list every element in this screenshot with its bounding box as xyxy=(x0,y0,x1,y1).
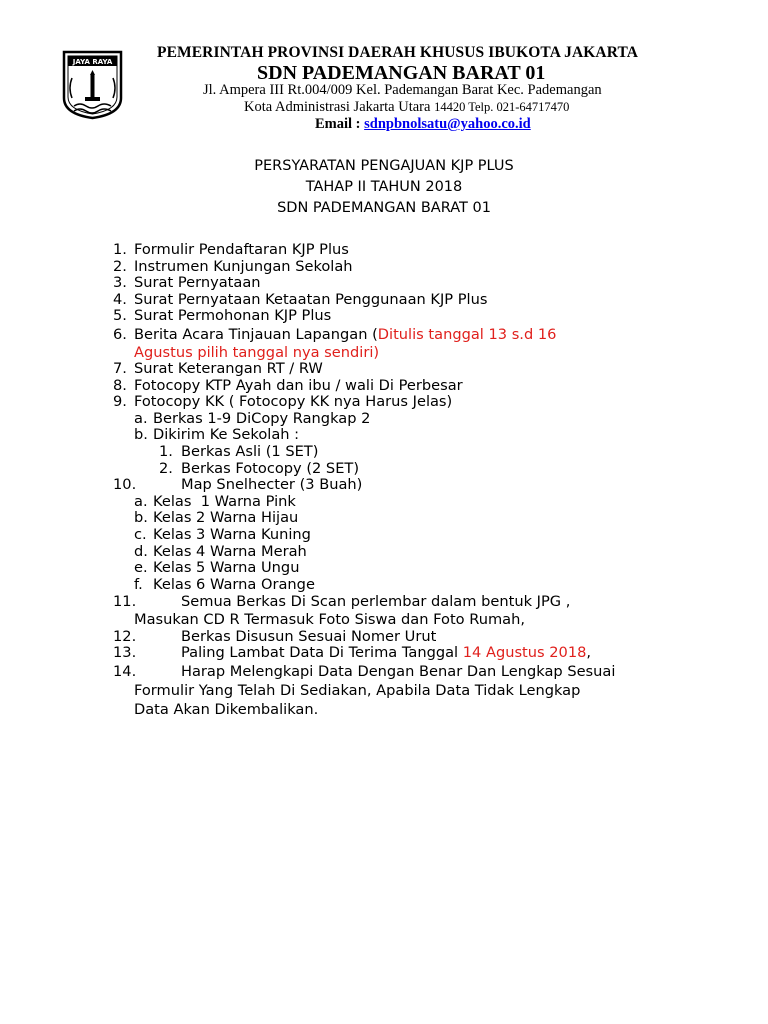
subitem-text: Dikirim Ke Sekolah : xyxy=(153,426,300,444)
list-item-continuation xyxy=(113,344,733,361)
list-item xyxy=(113,259,733,276)
list-item xyxy=(113,629,733,646)
subsubitem-number: 2. xyxy=(159,459,173,477)
list-item xyxy=(113,361,733,378)
item-number: 7. xyxy=(113,359,127,377)
subitem-text: Kelas 6 Warna Orange xyxy=(153,575,315,593)
list-item xyxy=(113,645,733,662)
item-text xyxy=(181,645,591,662)
list-subitem xyxy=(113,577,733,594)
item-number: 9. xyxy=(113,393,127,411)
list-item xyxy=(113,394,733,411)
item-number: 8. xyxy=(113,376,127,394)
svg-text:JAYA RAYA: JAYA RAYA xyxy=(72,58,113,66)
item-text-main: Paling Lambat Data Di Terima Tanggal xyxy=(181,644,463,662)
subitem-letter: f. xyxy=(134,575,143,593)
item-number: 3. xyxy=(113,274,127,292)
list-item-continuation xyxy=(113,681,733,700)
item-text-tail: , xyxy=(586,644,592,662)
list-item xyxy=(113,662,733,681)
item-text: Instrumen Kunjungan Sekolah xyxy=(134,257,353,275)
item-number: 11. xyxy=(113,593,137,611)
subitem-text: Berkas 1-9 DiCopy Rangkap 2 xyxy=(153,409,371,427)
item-text: Berkas Disusun Sesuai Nomer Urut xyxy=(181,627,437,645)
title-line-3: SDN PADEMANGAN BARAT 01 xyxy=(277,200,491,216)
list-item xyxy=(113,378,733,395)
list-item-continuation xyxy=(113,611,733,629)
list-item xyxy=(113,292,733,309)
jakarta-crest-logo xyxy=(60,48,125,120)
list-subitem xyxy=(113,527,733,544)
email-link[interactable]: sdnpbnolsatu@yahoo.co.id xyxy=(364,116,531,132)
item-highlight: Ditulis tanggal 13 s.d 16 xyxy=(377,325,557,343)
item-number: 6. xyxy=(113,325,127,343)
item-text: Map Snelhecter (3 Buah) xyxy=(181,476,363,494)
school-city: Kota Administrasi Jakarta Utara xyxy=(244,99,431,115)
item-highlight: 14 Agustus 2018 xyxy=(462,644,587,662)
item-number: 2. xyxy=(113,257,127,275)
subitem-text: Kelas 2 Warna Hijau xyxy=(153,509,299,527)
list-subitem xyxy=(113,427,733,444)
item-number: 4. xyxy=(113,290,127,308)
item-text: Fotocopy KTP Ayah dan ibu / wali Di Perbesar xyxy=(134,376,463,394)
subitem-letter: a. xyxy=(134,492,148,510)
subsubitem-text: Berkas Fotocopy (2 SET) xyxy=(181,459,360,477)
email-label: Email : xyxy=(315,116,361,132)
list-item xyxy=(113,275,733,292)
item-text-continued: Data Akan Dikembalikan. xyxy=(134,700,319,718)
school-city-line xyxy=(244,99,569,116)
subsubitem-number: 1. xyxy=(159,442,173,460)
subitem-letter: b. xyxy=(134,509,148,527)
item-text: Surat Permohonan KJP Plus xyxy=(134,307,332,325)
item-text: Surat Pernyataan Ketaatan Penggunaan KJP Plus xyxy=(134,290,488,308)
list-item-continuation xyxy=(113,700,733,719)
subitem-letter: c. xyxy=(134,525,147,543)
item-number: 5. xyxy=(113,307,127,325)
subitem-text: Kelas 3 Warna Kuning xyxy=(153,525,311,543)
item-text: Semua Berkas Di Scan perlembar dalam bentuk JPG , xyxy=(181,593,571,611)
item-text xyxy=(134,325,556,344)
government-heading: PEMERINTAH PROVINSI DAERAH KHUSUS IBUKOTA JAKARTA xyxy=(157,44,639,61)
subitem-text: Kelas 4 Warna Merah xyxy=(153,542,307,560)
item-text: Fotocopy KK ( Fotocopy KK nya Harus Jelas) xyxy=(134,393,453,411)
item-number: 10. xyxy=(113,476,137,494)
subitem-text: Kelas 1 Warna Pink xyxy=(153,492,296,510)
item-text: Harap Melengkapi Data Dengan Benar Dan Lengkap Sesuai xyxy=(181,662,616,680)
item-text: Surat Keterangan RT / RW xyxy=(134,359,323,377)
list-subitem xyxy=(113,544,733,561)
item-text-continued: Formulir Yang Telah Di Sediakan, Apabila Data Tidak Lengkap xyxy=(134,681,581,699)
list-item xyxy=(113,325,733,344)
list-item xyxy=(113,593,733,611)
list-subitem xyxy=(113,494,733,511)
requirements-list xyxy=(113,242,733,719)
list-subitem xyxy=(113,411,733,428)
title-line-2: TAHAP II TAHUN 2018 xyxy=(305,179,463,195)
title-line-1: PERSYARATAN PENGAJUAN KJP PLUS xyxy=(254,158,514,174)
list-subitem xyxy=(113,510,733,527)
item-number: 1. xyxy=(113,241,127,258)
item-number: 12. xyxy=(113,627,137,645)
list-item xyxy=(113,242,733,259)
list-subsubitem xyxy=(113,444,733,461)
list-item xyxy=(113,477,733,494)
list-item xyxy=(113,308,733,325)
item-highlight-continued: Agustus pilih tanggal nya sendiri) xyxy=(134,343,380,361)
item-text-continued: Masukan CD R Termasuk Foto Siswa dan Foto Rumah, xyxy=(134,610,526,628)
list-subsubitem xyxy=(113,461,733,478)
item-text: Formulir Pendaftaran KJP Plus xyxy=(134,241,349,258)
email-line xyxy=(315,116,531,133)
subitem-letter: e. xyxy=(134,559,148,577)
school-name: SDN PADEMANGAN BARAT 01 xyxy=(257,62,546,84)
subitem-text: Kelas 5 Warna Ungu xyxy=(153,559,300,577)
item-number: 14. xyxy=(113,662,137,680)
subsubitem-text: Berkas Asli (1 SET) xyxy=(181,442,319,460)
school-phone: 14420 Telp. 021-64717470 xyxy=(434,100,570,114)
item-text: Surat Pernyataan xyxy=(134,274,261,292)
item-number: 13. xyxy=(113,644,137,662)
school-address: Jl. Ampera III Rt.004/009 Kel. Pademangan Barat Kec. Pademangan xyxy=(203,82,602,98)
item-text-main: Berita Acara Tinjauan Lapangan ( xyxy=(134,325,378,343)
document-title xyxy=(0,156,768,219)
list-subitem xyxy=(113,560,733,577)
subitem-letter: b. xyxy=(134,426,148,444)
subitem-letter: a. xyxy=(134,409,148,427)
subitem-letter: d. xyxy=(134,542,148,560)
